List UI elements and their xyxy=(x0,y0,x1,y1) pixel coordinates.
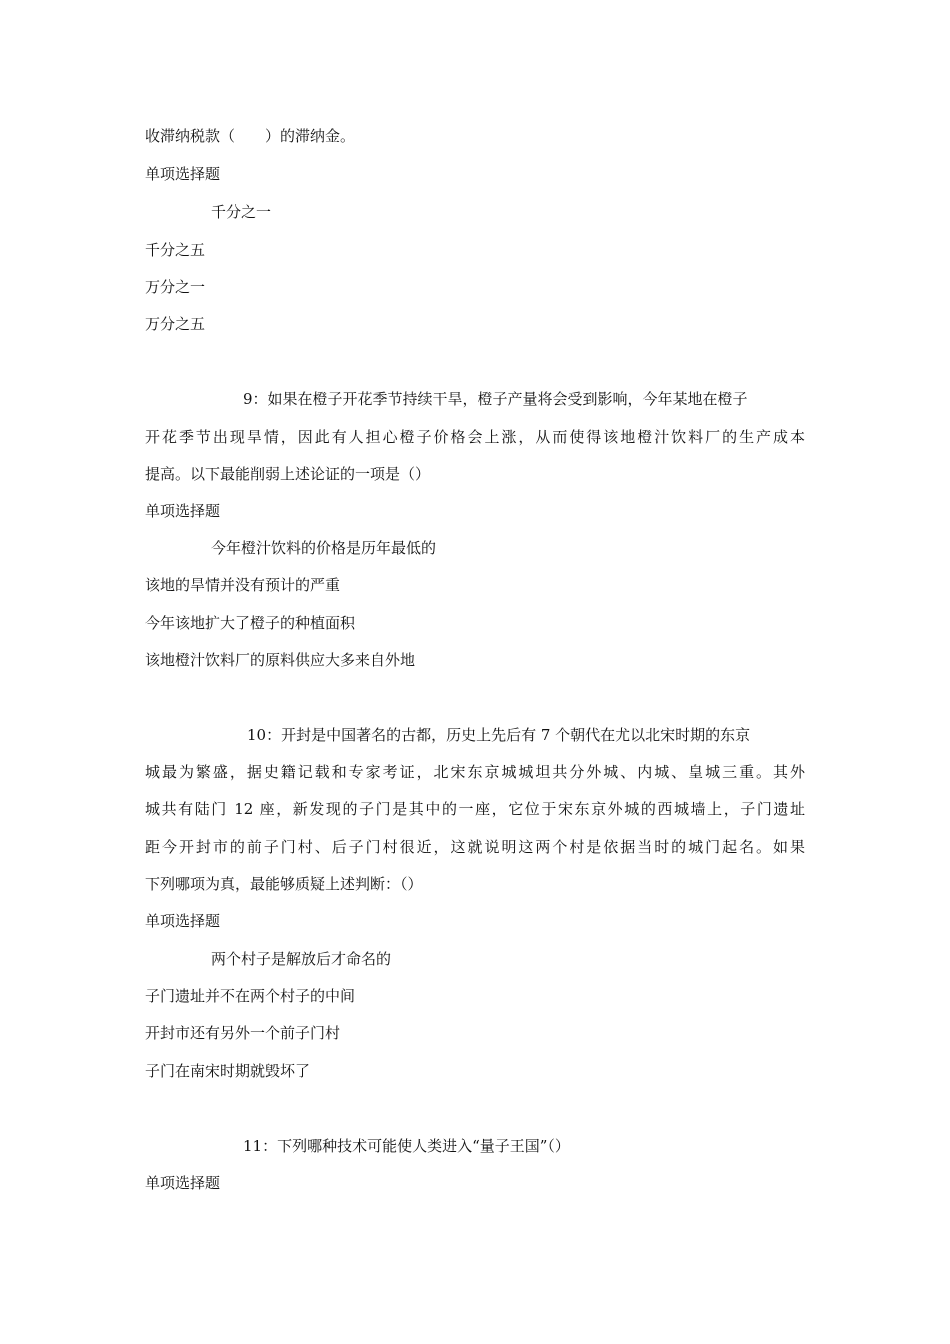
question-9-line-2: 开花季节出现旱情，因此有人担心橙子价格会上涨，从而使得该地橙汁饮料厂的生产成本 xyxy=(145,428,805,446)
option-d: 万分之五 xyxy=(145,315,206,333)
option-b: 千分之五 xyxy=(145,241,206,259)
question-type-label: 单项选择题 xyxy=(145,1174,221,1192)
question-9-line-3: 提高。以下最能削弱上述论证的一项是（） xyxy=(145,465,431,483)
option-a: 千分之一 xyxy=(211,203,272,221)
question-text-line: 收滞纳税款（ ）的滞纳金。 xyxy=(145,127,356,145)
option-c: 今年该地扩大了橙子的种植面积 xyxy=(145,614,356,632)
question-type-label: 单项选择题 xyxy=(145,912,221,930)
question-10-line-2: 城最为繁盛，据史籍记载和专家考证，北宋东京城城坦共分外城、内城、皇城三重。其外 xyxy=(145,763,805,781)
option-a: 今年橙汁饮料的价格是历年最低的 xyxy=(211,539,437,557)
option-a: 两个村子是解放后才命名的 xyxy=(211,950,392,968)
option-d: 该地橙汁饮料厂的原料供应大多来自外地 xyxy=(145,651,416,669)
option-c: 万分之一 xyxy=(145,278,206,296)
option-c: 开封市还有另外一个前子门村 xyxy=(145,1024,341,1042)
question-type-label: 单项选择题 xyxy=(145,165,221,183)
option-b: 该地的旱情并没有预计的严重 xyxy=(145,576,341,594)
question-10-line-1: 10：开封是中国著名的古都，历史上先后有 7 个朝代在尤以北宋时期的东京 xyxy=(247,726,751,744)
question-10-line-5: 下列哪项为真，最能够质疑上述判断：（） xyxy=(145,875,423,893)
question-10-line-4: 距今开封市的前子门村、后子门村很近，这就说明这两个村是依据当时的城门起名。如果 xyxy=(145,838,805,856)
question-11-line-1: 11：下列哪种技术可能使人类进入“量子王国”（） xyxy=(243,1137,570,1155)
question-9-line-1: 9：如果在橙子开花季节持续干旱，橙子产量将会受到影响，今年某地在橙子 xyxy=(243,390,748,408)
question-type-label: 单项选择题 xyxy=(145,502,221,520)
option-b: 子门遗址并不在两个村子的中间 xyxy=(145,987,356,1005)
option-d: 子门在南宋时期就毁坏了 xyxy=(145,1062,311,1080)
question-10-line-3: 城共有陆门 12 座，新发现的子门是其中的一座，它位于宋东京外城的西城墙上，子门遗址 xyxy=(145,800,805,818)
